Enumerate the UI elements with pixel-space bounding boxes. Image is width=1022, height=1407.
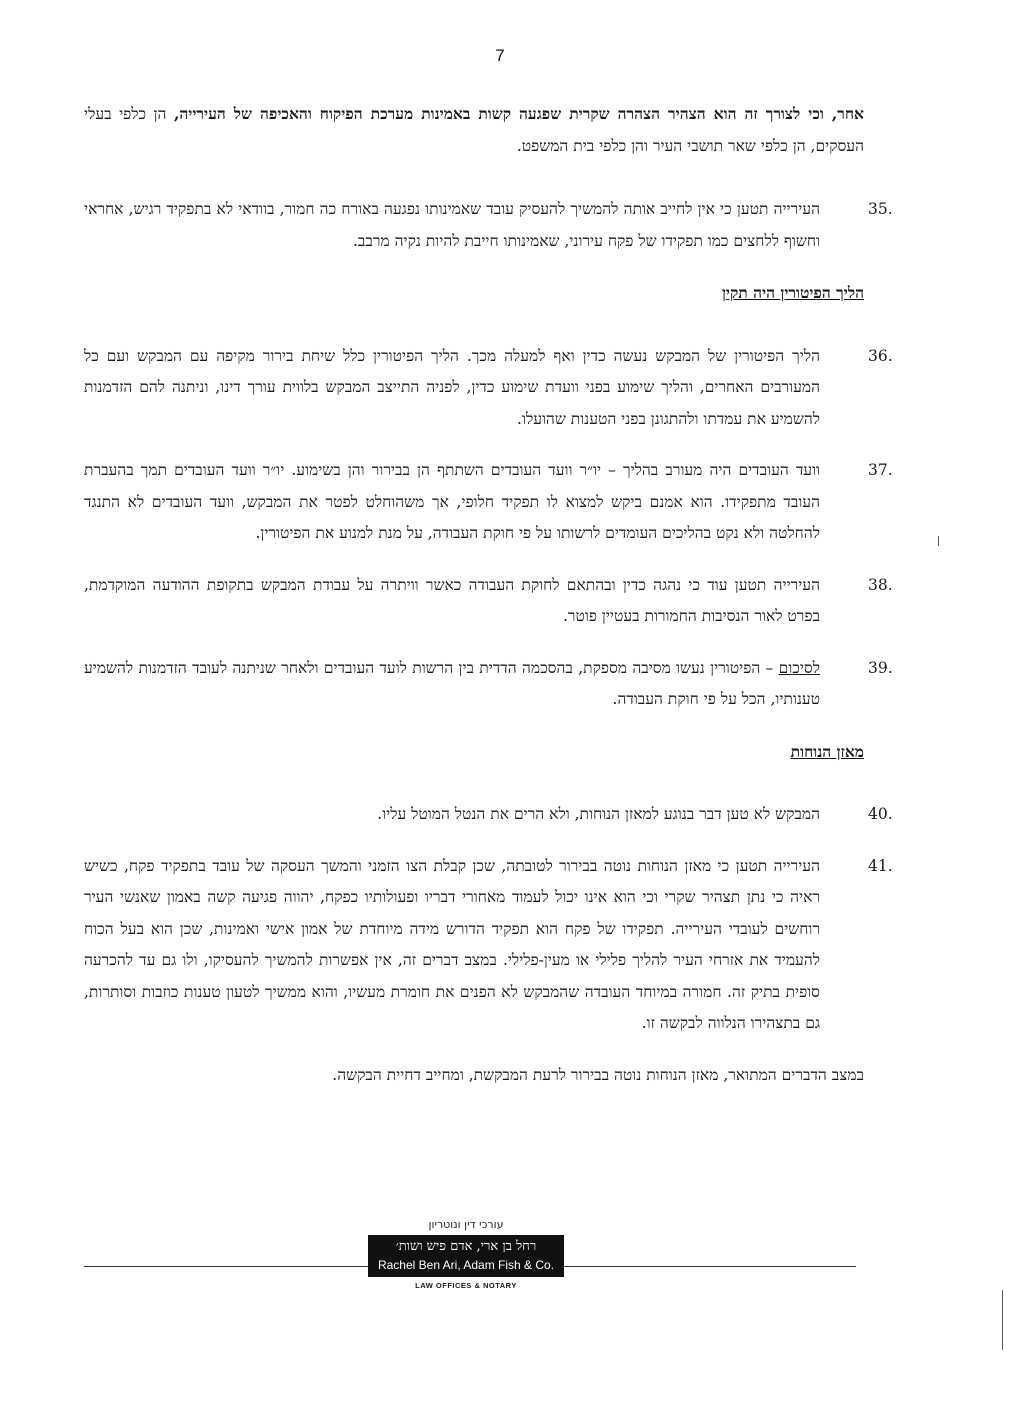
paragraph-36 <box>84 341 893 436</box>
paragraph-number: 41. <box>868 856 893 875</box>
paragraph-intro <box>84 98 864 162</box>
logo-box <box>368 1235 564 1277</box>
summary-label: לסיכום <box>778 658 820 677</box>
paragraph-text: המבקש לא טען דבר בנוגע למאזן הנוחות, ולא הרים את הנטל המוטל עליו. <box>377 805 820 823</box>
firm-name-english: Rachel Ben Ari, Adam Fish & Co. <box>377 1258 555 1272</box>
scan-edge-mark <box>938 536 939 546</box>
firm-subtitle: LAW OFFICES & NOTARY <box>415 1281 517 1290</box>
scan-edge-mark <box>1002 1290 1003 1350</box>
paragraph-41 <box>84 851 893 1040</box>
law-firm-logo <box>368 1218 564 1290</box>
paragraph-35 <box>84 194 893 257</box>
paragraph-number: 39. <box>868 658 893 677</box>
page-number: 7 <box>495 46 505 65</box>
paragraph-text: – הפיטורין נעשו מסיבה מספקת, בהסכמה הדדית בין הרשות לועד העובדים ולאחר שניתנה לעובד הזדמנות להשמיע טענותיו, הכל על פי חוקת העבודה. <box>84 658 820 708</box>
paragraph-number: 35. <box>868 200 893 218</box>
intro-text: הן כלפי בעלי העסקים, הן כלפי שאר תושבי העיר והן כלפי בית המשפט. <box>84 105 864 155</box>
paragraph-number: 38. <box>868 575 893 594</box>
firm-name-hebrew: רחל בן ארי, אדם פיש ושות׳ <box>395 1239 537 1254</box>
paragraph-text: העירייה תטען עוד כי נהגה כדין ובהתאם לחוקת העבודה כאשר וויתרה על עבודת המבקש בתקופת ההודעה המוקדמת, בפרט לאור הנסיבות החמורות בעטיין פוטר. <box>84 575 820 625</box>
paragraph-38 <box>84 570 893 633</box>
section-heading-dismissal-procedure: הליך הפיטורין היה תקין <box>721 283 864 302</box>
paragraph-conclusion: במצב הדברים המתואר, מאזן הנוחות נוטה בבירור לרעת המבקשת, ומחייב דחיית הבקשה. <box>332 1065 864 1084</box>
paragraph-number: 37. <box>868 461 893 479</box>
paragraph-37 <box>84 455 893 550</box>
paragraph-text: העירייה תטען כי אין לחייב אותה להמשיך להעסיק עובד שאמינותו נפגעה באורח כה חמור, בוודאי לא בתפקיד רגיש, אחראי וחשוף ללחצים כמו תפקידו של פקח עירוני, שאמינותו חייבת להיות נקיה מרבב. <box>84 200 820 250</box>
intro-bold-text: אחר, וכי לצורך זה הוא הצהיר הצהרה שקרית שפגעה קשות באמינות מערכת הפיקוח והאכיפה של העירייה, <box>173 104 864 123</box>
document-body <box>84 98 893 1091</box>
paragraph-40 <box>84 799 893 831</box>
paragraph-number: 40. <box>868 805 893 823</box>
paragraph-text: וועד העובדים היה מעורב בהליך – יו״ר וועד העובדים השתתף הן בבירור והן בשימוע. יו״ר וועד העובדים תמך בהעברת העובד מתפקידו. הוא אמנם ביקש למצוא לו תפקיד חלופי, אך משהוחלט לפטר את המבקש, וועד העובדים לא התנגד להחלטה ולא נקט בהליכים העומדים לרשותו על פי חוקת העבודה, על מנת למנוע את הפיטורין. <box>84 461 820 542</box>
paragraph-text: הליך הפיטורין של המבקש נעשה כדין ואף למעלה מכך. הליך הפיטורין כלל שיחת בירור מקיפה עם המבקש ועם כל המעורבים האחרים, והליך שימוע בפני וועדת שימוע כדין, לפניה התייצב המבקש בלווית עורך דינו, וניתנה להם הזדמנות להשמיע את עמדתו ולהתגונן בפני הטענות שהועלו. <box>84 346 820 428</box>
section-heading-balance-of-convenience: מאזן הנוחות <box>790 741 864 761</box>
paragraph-39 <box>84 653 893 716</box>
paragraph-text: העירייה תטען כי מאזן הנוחות נוטה בבירור לטובתה, שכן קבלת הצו הזמני והמשך העסקה של עובד בתפקיד פקח, כשיש ראיה כי נתן תצהיר שקרי וכי הוא אינו יכול לעמוד מאחורי דבריו ופעולותיו כפקח, יהווה פגיעה קשה באמון שאנשי העיר רוחשים לעובדי העירייה. תפקידו של פקח הוא תפקיד הדורש מידה מיוחדת של אמון אישי ואמינות, שכן הוא בעל הכוח להעמיד את אזרחי העיר להליך פלילי או מעין-פלילי. במצב דברים זה, אין אפשרות להמשיך להעסיקו, ולו גם עד להכרעה סופית בתיק זה. חמורה במיוחד העובדה שהמבקש לא הפנים את חומרת מעשיו, והוא ממשיך לטעון טענות כוזבות וסותרות, גם בתצהירו הנלווה לבקשה זו. <box>84 856 820 1032</box>
logo-caption: עורכי דין ונוטריון <box>428 1218 504 1231</box>
paragraph-number: 36. <box>868 346 893 365</box>
